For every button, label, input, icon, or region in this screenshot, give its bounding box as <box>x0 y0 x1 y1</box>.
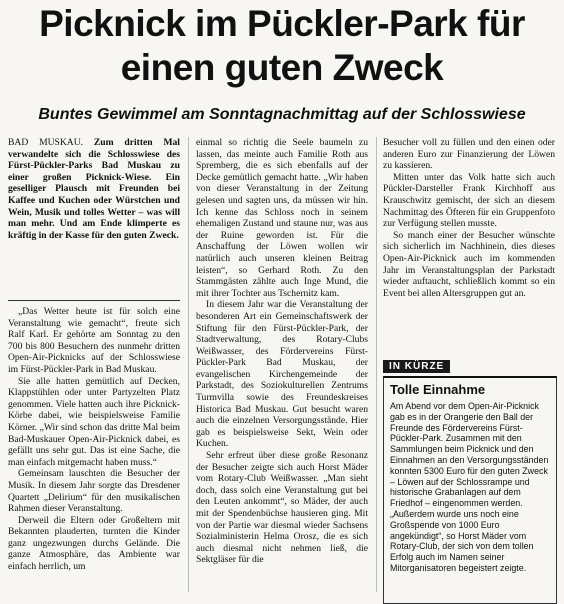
headline-line-2: einen guten Zweck <box>120 47 444 88</box>
column-divider <box>188 137 189 592</box>
paragraph: Sie alle hatten gemütlich auf Decken, Klappstühlen oder unter Partyzelten Platz genommen. Viele hatten auch ihre Picknick-Körbe dabei, wie beispielsweise Familie Körner. „Wir sind schon das dritte Mal beim Bad-Muskauer Open-Air-Picknick dabei, es gefällt uns sehr gut. Das ist eine Sache, die man einfach mitgemacht haben muss.“ <box>8 375 180 468</box>
lead-rule <box>8 300 180 301</box>
paragraph: So manch einer der Besucher wünschte sich sicherlich im Nachhinein, dies dieses Open-Air-Picknick auch im kommenden Jahr im Veranstaltungsplan der Parkstadt wieder auftaucht, schließlich kommt so ein Event bei allen Altersgruppen gut an. <box>383 229 555 299</box>
dateline: BAD MUSKAU. <box>8 137 84 148</box>
in-brief-title: Tolle Einnahme <box>390 382 486 397</box>
subheadline: Buntes Gewimmel am Sonntagnachmittag auf der Schlosswiese <box>38 106 526 123</box>
paragraph: In diesem Jahr war die Veranstaltung der besonderen Art ein Gemeinschaftswerk der Stiftung für den Fürst-Pückler-Park, der Stadtverwaltung, des Rotary-Clubs Weißwasser, des Fördervereins Fürst-Pückler-Park Bad Muskau, der evangelischen Kirchengemeinde der Parkstadt, des Soziokulturellen Zentrums Turmvilla sowie des Freundeskreises Historica Bad Muskau. Gut besucht waren auch die einzelnen Versorgungsstände. Hier gab es beispielsweise Sekt, Wein oder Kuchen. <box>196 299 368 450</box>
headline <box>0 2 564 90</box>
lead-paragraph <box>8 137 180 241</box>
paragraph: „Das Wetter heute ist für solch eine Veranstaltung wie gemacht“, freute sich Ralf Karl. Er gehörte am Sonntag zu den 700 bis 800 Besuchern des nunmehr dritten Open-Air-Picknicks auf der Schlosswiese im Fürst-Pückler-Park in Bad Muskau. <box>8 306 180 375</box>
in-brief-body <box>383 376 557 604</box>
in-brief-text: Am Abend vor dem Open-Air-Picknick gab es in der Orangerie den Ball der Freunde des Fördervereins Fürst-Pückler-Park. Zusammen mit den Sammlungen beim Picknick und den Einnahmen an den Versorgungsständen konnten 5300 Euro für den guten Zweck – Löwen auf der Schlossrampe und historische Grabanlagen auf dem Friedhof – eingenommen werden. „Außerdem wurde uns noch eine Großspende von 1000 Euro angekündigt“, so Horst Mäder vom Rotary-Club, der sich von dem tollen Erfolg auch im Namen seiner Mitorganisatoren begeistert zeigte. <box>390 401 549 573</box>
paragraph: Gemeinsam lauschten die Besucher der Musik. In diesem Jahr sorgte das Dresdener Quartett „Delirium“ für den musikalischen Rahmen dieser Veranstaltung. <box>8 468 180 515</box>
in-brief-ribbon: IN KÜRZE <box>383 360 450 373</box>
lead-text: Zum dritten Mal verwandelte sich die Schlosswiese des Fürst-Pückler-Parks Bad Muskau zu einer großen Picknick-Wiese. Ein geselliger Plausch mit Freunden bei Kaffee und Kuchen oder Würstchen und Wein, Musik und tolles Wetter – was will man mehr. Und am Ende klimperte es kräftig in der Kasse für den guten Zweck. <box>8 137 180 241</box>
in-brief-box <box>383 356 557 592</box>
headline-line-1: Picknick im Pückler-Park für <box>39 3 525 44</box>
article-column-3 <box>383 137 555 299</box>
column-divider <box>376 137 377 592</box>
paragraph: Mitten unter das Volk hatte sich auch Pückler-Darsteller Frank Kirchhoff aus Krauschwitz gemischt, der sich an diesem Nachmittag des Öfteren für ein Gruppenfoto zur Verfügung stellen musste. <box>383 171 555 230</box>
article-column-2 <box>196 137 368 566</box>
article-column-1 <box>8 306 180 573</box>
paragraph: einmal so richtig die Seele baumeln zu lassen, das meinte auch Familie Roth aus Spremberg, die es sich ebenfalls auf der Decke gemütlich gemacht hatte. „Wir haben von dieser Veranstaltung in der Zeitung gelesen und sagten uns, da müssen wir hin. Ich kenne das Schloss noch in seinem ehemaligen Zustand und staune nur, was aus der Ruine geworden ist. Für die Anschaffung der Löwen wollen wir natürlich auch unseren kleinen Beitrag leisten“, so Gerhard Roth. Zu den Stammgästen zählte auch Inge Mund, die mit ihrer Tochter aus Tschernitz kam. <box>196 137 368 299</box>
paragraph: Sehr erfreut über diese große Resonanz der Besucher zeigte sich auch Horst Mäder vom Rotary-Club Weißwasser. „Man sieht doch, dass solch eine Veranstaltung gut bei den Leuten ankommt“, so Mäder, der auch mit der Spendenbüchse hausieren ging. Mit von der Partie war diesmal wieder Sachsens Sozialministerin Helma Orosz, die es sich auch diesmal nicht nehmen ließ, die Sektgläser für die <box>196 450 368 566</box>
paragraph: Besucher voll zu füllen und den einen oder anderen Euro zur Finanzierung der Löwen zu kassieren. <box>383 137 555 172</box>
paragraph: Derweil die Eltern oder Großeltern mit Bekannten plauderten, turnten die Kinder ganz ungezwungen durchs Gelände. Die ganze Atmosphäre, das Ambiente war einfach herrlich, um <box>8 514 180 573</box>
